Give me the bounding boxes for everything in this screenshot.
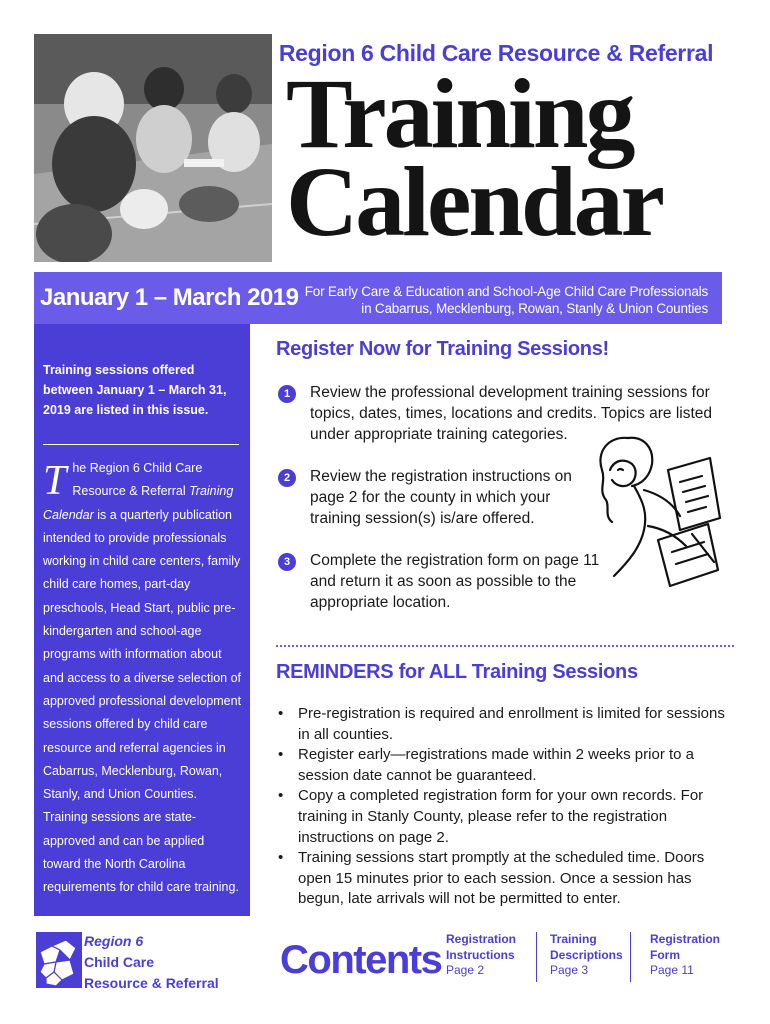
toc-title: Descriptions [550, 947, 623, 962]
toc-registration-instructions[interactable] [446, 932, 516, 979]
reminders-title: REMINDERS for ALL Training Sessions [276, 661, 638, 683]
toc-title: Registration [650, 932, 721, 946]
drop-cap: T [43, 458, 67, 504]
region-6-map-logo [36, 932, 82, 988]
step-number-badge: 2 [278, 469, 296, 487]
toc-page: Page 2 [446, 963, 485, 977]
sidebar [34, 324, 250, 916]
title-calendar: Calendar [286, 146, 662, 257]
toc-title: Training [550, 932, 597, 946]
children-photo [34, 34, 272, 262]
woman-writing-icon [588, 430, 724, 588]
reminder-item: • Register early—registrations made within 2 weeks prior to a session date cannot be guaranteed. [276, 745, 726, 786]
audience-line-1: For Early Care & Education and School-Age Child Care Professionals [304, 284, 708, 299]
toc-divider [630, 932, 631, 982]
sidebar-divider [43, 444, 239, 445]
step-text: Review the registration instructions on page 2 for the county in which your training session(s) is/are offered. [310, 468, 572, 527]
register-step [276, 550, 616, 613]
reminder-item: • Copy a completed registration form for your own records. For training in Stanly County, please refer to the registration instructions on page 2. [276, 786, 726, 848]
toc-registration-form[interactable] [650, 932, 720, 979]
toc-title: Registration [446, 932, 517, 946]
toc-page: Page 11 [650, 963, 694, 977]
audience-text [305, 283, 708, 317]
title-training: Training [286, 58, 633, 169]
sidebar-body-part1: he Region 6 Child Care Resource & Referral [72, 461, 203, 499]
step-number-badge: 1 [278, 385, 296, 403]
toc-page: Page 3 [550, 963, 589, 977]
step-text: Complete the registration form on page 11 and return it as soon as possible to the appropriate location. [310, 552, 600, 611]
register-step [276, 466, 596, 529]
date-range: January 1 – March 2019 [40, 284, 299, 311]
reminder-item: • Training sessions start promptly at the scheduled time. Doors open 15 minutes prior to each session. Once a session has begun, late arrivals will not be permitted to enter. [276, 848, 726, 910]
audience-line-2: in Cabarrus, Mecklenburg, Rowan, Stanly & Union Counties [361, 301, 708, 316]
section-divider [276, 645, 734, 647]
sidebar-body-italic: Training Calendar [43, 484, 234, 522]
children-photo-icon [34, 34, 272, 262]
toc-training-descriptions[interactable] [550, 932, 623, 979]
logo-line-1: Region 6 [84, 933, 144, 949]
org-header: Region 6 Child Care Resource & Referral [278, 40, 714, 66]
sidebar-body [43, 457, 242, 900]
step-text: Review the professional development training sessions for topics, dates, times, locations and credits. Topics are listed under appropriate training categories. [310, 384, 713, 443]
reminders-list [276, 704, 726, 910]
logo-line-2: Child Care [84, 954, 155, 970]
toc-title: Form [650, 947, 680, 962]
register-title: Register Now for Training Sessions! [276, 338, 609, 360]
contents-title: Contents [280, 938, 442, 982]
reminder-item: • Pre-registration is required and enrollment is limited for sessions in all counties. [276, 704, 726, 745]
sidebar-body-part2: is a quarterly publication intended to provide professionals working in child care centers, family child care homes, part-day preschools, Head Start, public pre-kindergarten and school-age programs with information about and access to a diverse selection of approved professional development sessions offered by child care resource and referral agencies in Cabarrus, Mecklenburg, Rowan, Stanly, and Union Counties. Training sessions are state-approved and can be applied toward the North Carolina requirements for child care training. [43, 507, 242, 895]
logo-line-3: Resource & Referral [84, 975, 219, 991]
region-logo-text [84, 931, 219, 994]
toc-title: Instructions [446, 947, 515, 962]
step-number-badge: 3 [278, 553, 296, 571]
sidebar-intro: Training sessions offered between January 1 – March 31, 2019 are listed in this issue. [43, 363, 227, 417]
toc-divider [536, 932, 537, 982]
